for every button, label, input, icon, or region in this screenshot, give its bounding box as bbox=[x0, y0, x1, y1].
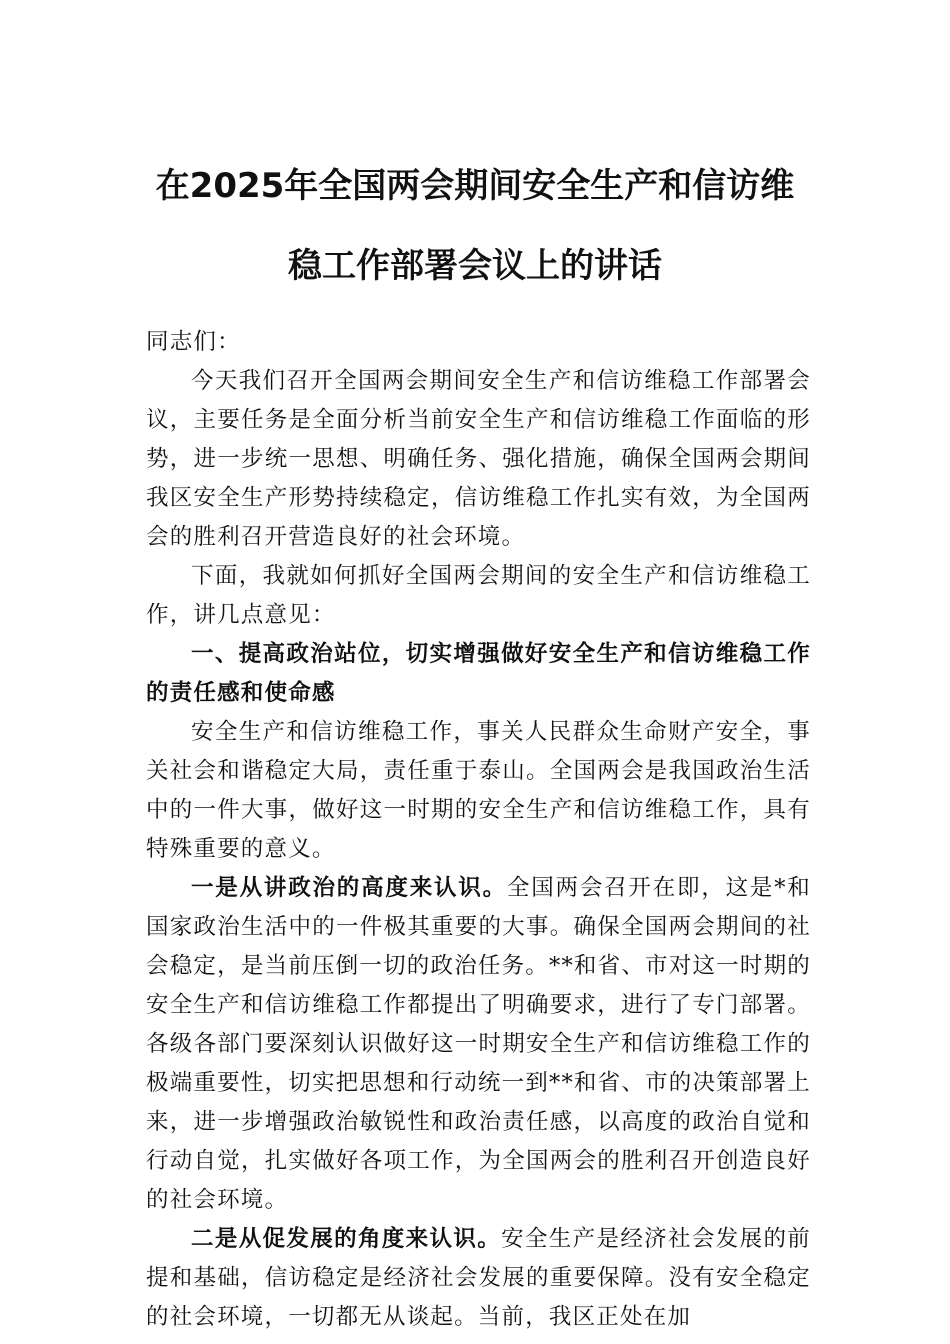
paragraph-intro: 今天我们召开全国两会期间安全生产和信访维稳工作部署会议，主要任务是全面分析当前安全生产和信访维稳工作面临的形势，进一步统一思想、明确任务、强化措施，确保全国两会期间我区安全生产形势持续稳定，信访维稳工作扎实有效，为全国两会的胜利召开营造良好的社会环境。 bbox=[146, 368, 811, 550]
title-line-1: 在2025年全国两会期间安全生产和信访维 bbox=[155, 166, 795, 206]
title-line-2: 稳工作部署会议上的讲话 bbox=[288, 246, 662, 286]
paragraph-development bbox=[146, 1220, 811, 1337]
paragraph-outline: 下面，我就如何抓好全国两会期间的安全生产和信访维稳工作，讲几点意见： bbox=[146, 563, 811, 628]
paragraph-significance: 安全生产和信访维稳工作，事关人民群众生命财产安全，事关社会和谐稳定大局，责任重于泰山。全国两会是我国政治生活中的一件大事，做好这一时期的安全生产和信访维稳工作，具有特殊重要的意义。 bbox=[146, 719, 811, 862]
paragraph-politics bbox=[146, 869, 811, 1220]
document-body bbox=[146, 323, 811, 1337]
document-title bbox=[120, 146, 830, 306]
section-heading-1: 一、提高政治站位，切实增强做好安全生产和信访维稳工作的责任感和使命感 bbox=[146, 641, 811, 706]
salutation: 同志们： bbox=[146, 329, 241, 355]
paragraph-politics-text: 全国两会召开在即，这是*和国家政治生活中的一件极其重要的大事。确保全国两会期间的社会稳定，是当前压倒一切的政治任务。**和省、市对这一时期的安全生产和信访维稳工作都提出了明确要求，进行了专门部署。各级各部门要深刻认识做好这一时期安全生产和信访维稳工作的极端重要性，切实把思想和行动统一到**和省、市的决策部署上来，进一步增强政治敏锐性和政治责任感，以高度的政治自觉和行动自觉，扎实做好各项工作，为全国两会的胜利召开创造良好的社会环境。 bbox=[146, 875, 811, 1213]
paragraph-politics-lead: 一是从讲政治的高度来认识。 bbox=[191, 875, 507, 901]
paragraph-development-text: 安全生产是经济社会发展的前提和基础，信访稳定是经济社会发展的重要保障。没有安全稳定的社会环境，一切都无从谈起。当前，我区正处在加 bbox=[146, 1226, 811, 1330]
paragraph-development-lead: 二是从促发展的角度来认识。 bbox=[191, 1226, 502, 1252]
